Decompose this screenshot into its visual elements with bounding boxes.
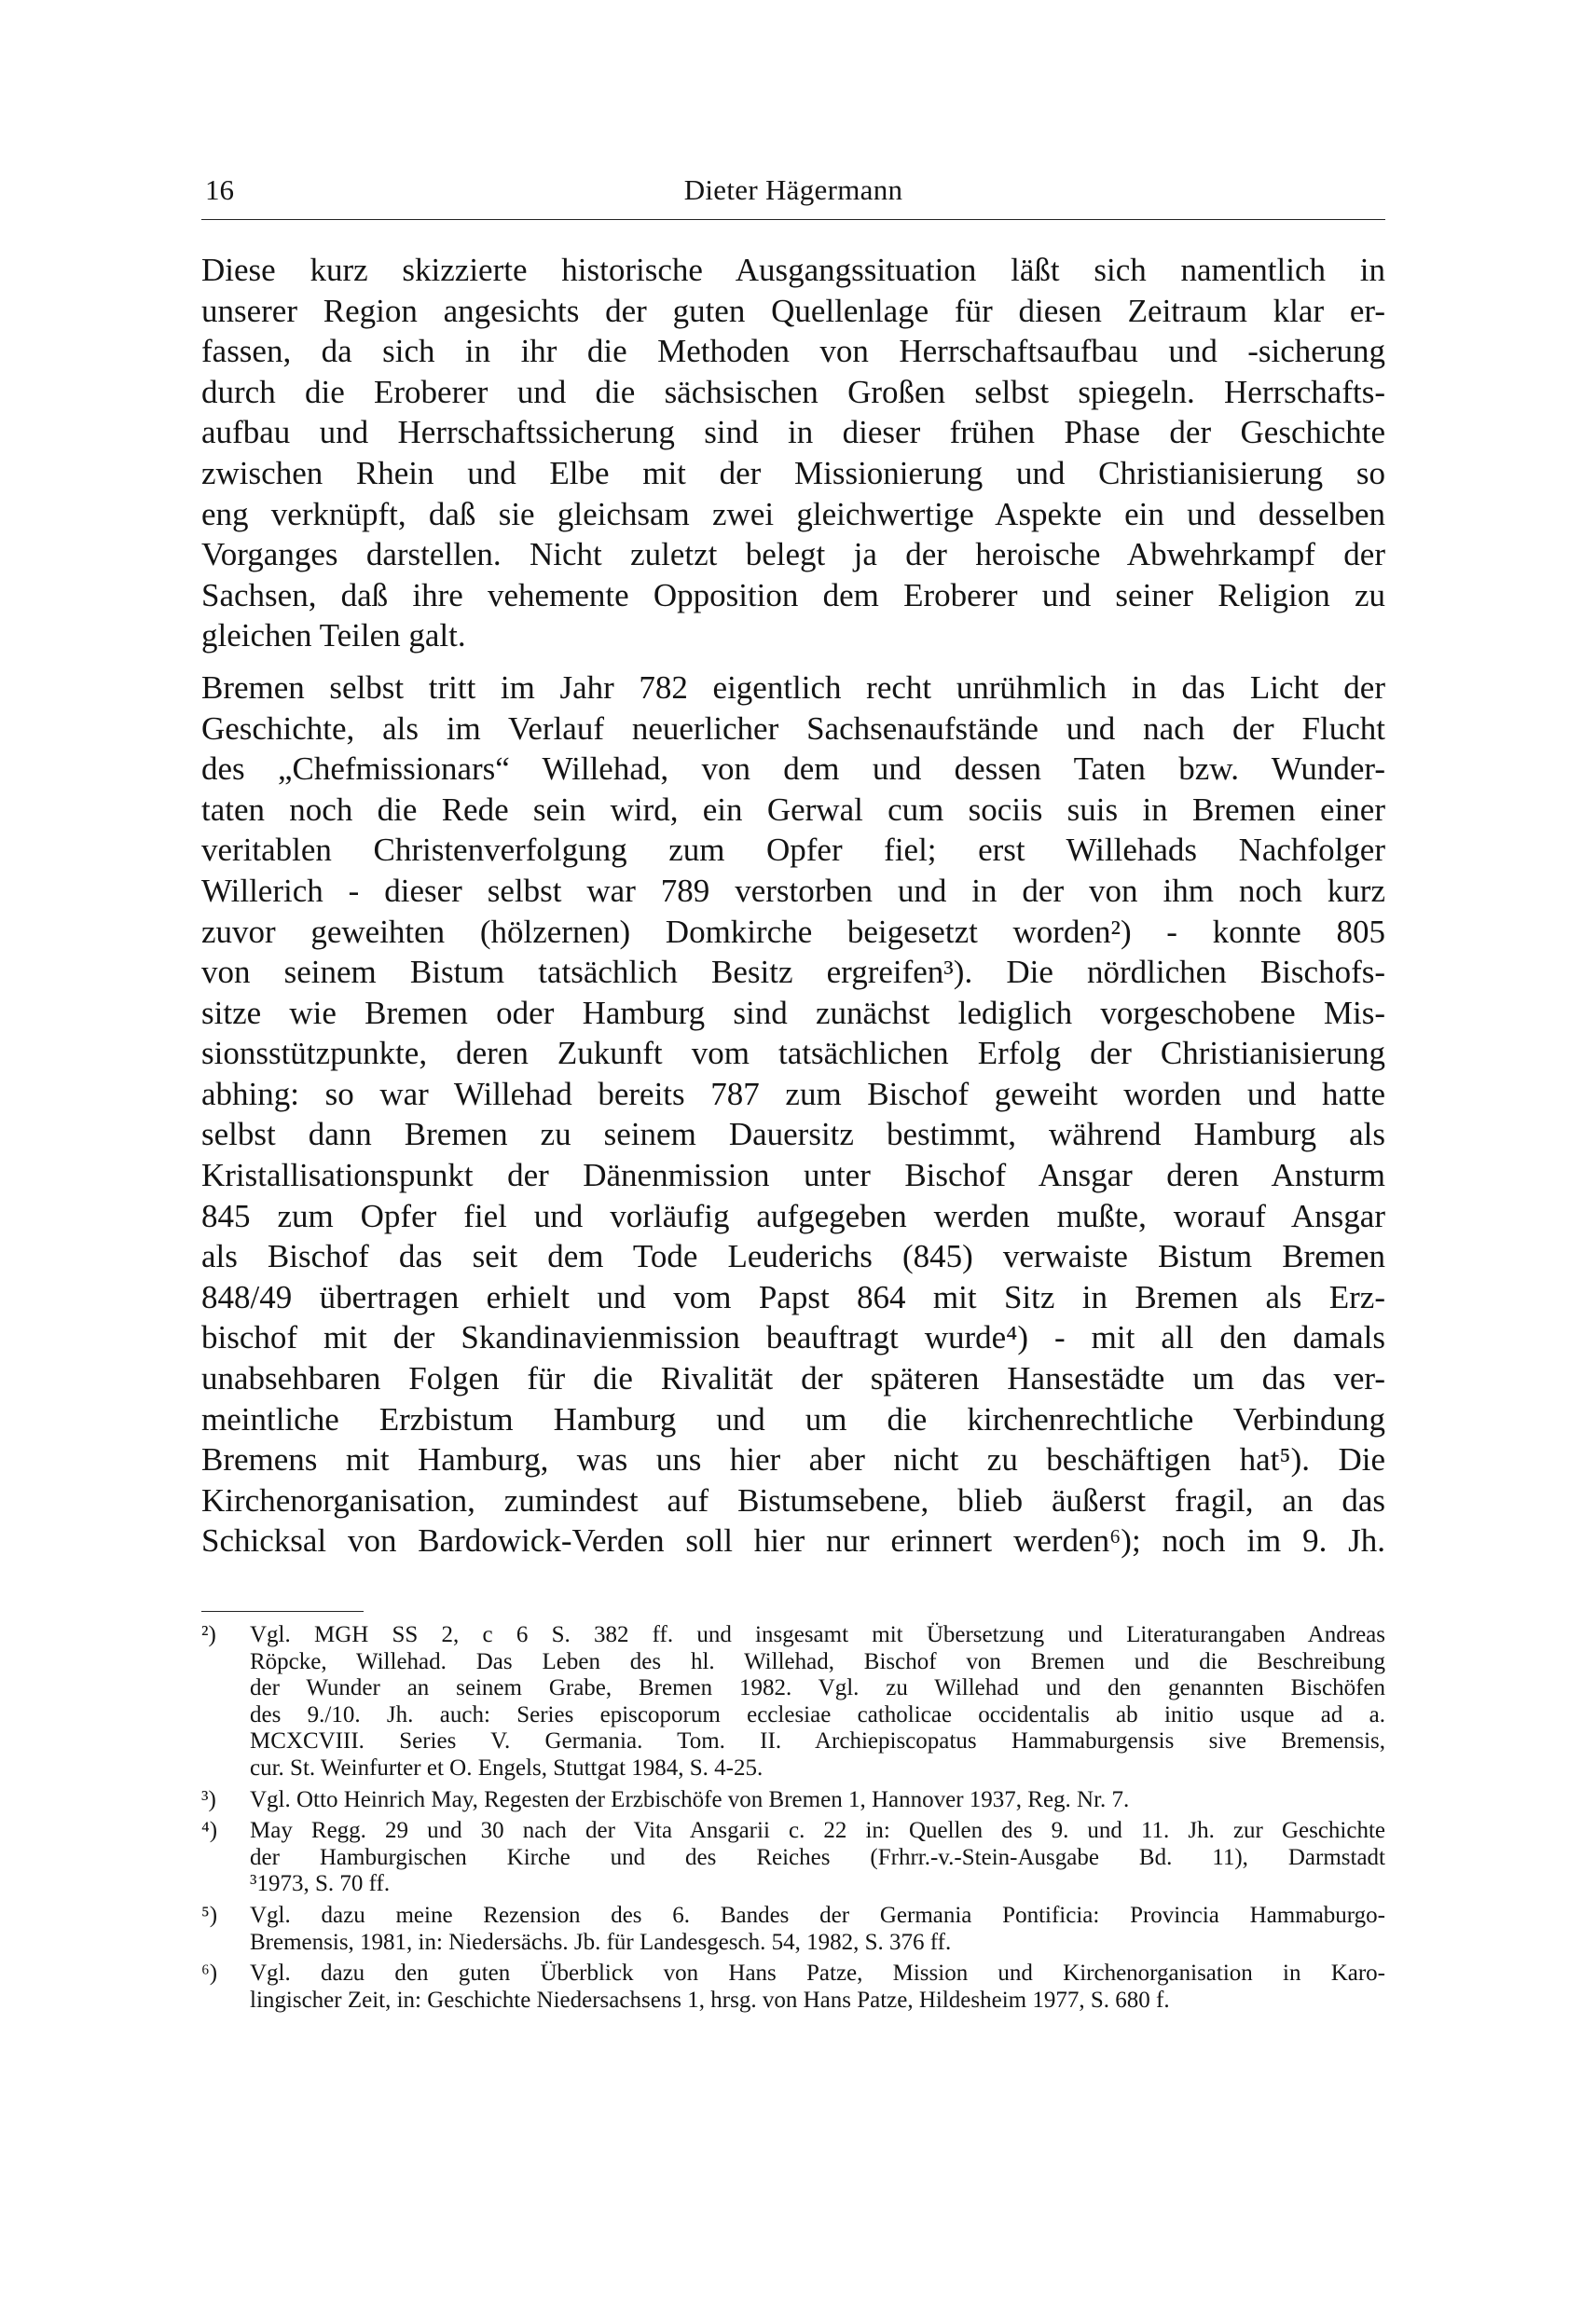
- document-page: [201, 0, 1385, 2312]
- text-line: veritablen Christenverfolgung zum Opfer fiel; erst Willehads Nachfolger: [201, 832, 1385, 869]
- text-line: sitze wie Bremen oder Hamburg sind zunächst lediglich vorgeschobene Mis-: [201, 994, 1385, 1031]
- text-line: Vorganges darstellen. Nicht zuletzt belegt ja der heroische Abwehrkampf der: [201, 536, 1385, 573]
- text-line: Schicksal von Bardowick-Verden soll hier nur erinnert werden⁶); noch im 9. Jh.: [201, 1522, 1385, 1560]
- footnote-5: [201, 1903, 1385, 1956]
- footnote-2: [201, 1622, 1385, 1782]
- text-line: des „Chefmissionars“ Willehad, von dem und dessen Taten bzw. Wunder-: [201, 750, 1385, 788]
- footnote-line: der Hamburgischen Kirche und des Reiches (Frhrr.-v.-Stein-Ausgabe Bd. 11), Darmstadt: [250, 1844, 1385, 1870]
- text-line: unabsehbaren Folgen für die Rivalität der späteren Hansestädte um das ver-: [201, 1360, 1385, 1397]
- paragraph-2: [201, 667, 1385, 1562]
- text-line: aufbau und Herrschaftssicherung sind in dieser frühen Phase der Geschichte: [201, 414, 1385, 451]
- footnote-line: Vgl. dazu den guten Überblick von Hans Patze, Mission und Kirchenorganisation in Karo-: [250, 1961, 1385, 1987]
- text-line: 845 zum Opfer fiel und vorläufig aufgegeben werden mußte, worauf Ansgar: [201, 1197, 1385, 1234]
- page-number: 16: [205, 173, 234, 206]
- text-line: Kirchenorganisation, zumindest auf Bistumsebene, blieb äußerst fragil, an das: [201, 1481, 1385, 1519]
- text-line: meintliche Erzbistum Hamburg und um die kirchenrechtliche Verbindung: [201, 1400, 1385, 1438]
- footnote-4: [201, 1818, 1385, 1898]
- footnote-marker: ⁶): [201, 1961, 218, 1987]
- text-line: Geschichte, als im Verlauf neuerlicher Sachsenaufstände und nach der Flucht: [201, 709, 1385, 747]
- text-line: Bremens mit Hamburg, was uns hier aber nicht zu beschäftigen hat⁵). Die: [201, 1441, 1385, 1479]
- footnote-line: Bremensis, 1981, in: Niedersächs. Jb. für Landesgesch. 54, 1982, S. 376 ff.: [250, 1929, 952, 1955]
- text-line: selbst dann Bremen zu seinem Dauersitz bestimmt, während Hamburg als: [201, 1116, 1385, 1153]
- footnote-marker: ⁴): [201, 1818, 218, 1844]
- text-line: als Bischof das seit dem Tode Leuderichs (845) verwaiste Bistum Bremen: [201, 1238, 1385, 1275]
- text-line: zuvor geweihten (hölzernen) Domkirche beigesetzt worden²) - konnte 805: [201, 913, 1385, 950]
- text-line: sionsstützpunkte, deren Zukunft vom tatsächlichen Erfolg der Christianisierung: [201, 1035, 1385, 1072]
- text-line: bischof mit der Skandinavienmission beauftragt wurde⁴) - mit all den damals: [201, 1319, 1385, 1356]
- footnote-line: der Wunder an seinem Grabe, Bremen 1982. Vgl. zu Willehad und den genannten Bischöfen: [250, 1675, 1385, 1701]
- footnote-line: Vgl. dazu meine Rezension des 6. Bandes der Germania Pontificia: Provincia Hammaburgo-: [250, 1902, 1385, 1928]
- text-line: 848/49 übertragen erhielt und vom Papst 864 mit Sitz in Bremen als Erz-: [201, 1278, 1385, 1315]
- paragraph-1: [201, 250, 1385, 656]
- text-line: von seinem Bistum tatsächlich Besitz ergreifen³). Die nördlichen Bischofs-: [201, 954, 1385, 991]
- text-line: gleichen Teilen galt.: [201, 617, 466, 654]
- footnote-marker: ²): [201, 1622, 216, 1647]
- text-line: durch die Eroberer und die sächsischen Großen selbst spiegeln. Herrschafts-: [201, 373, 1385, 410]
- text-line: unserer Region angesichts der guten Quellenlage für diesen Zeitraum klar er-: [201, 292, 1385, 329]
- footnote-line: Vgl. MGH SS 2, c 6 S. 382 ff. und insgesamt mit Übersetzung und Literaturangaben Andreas: [250, 1622, 1385, 1647]
- footnote-line: Vgl. Otto Heinrich May, Regesten der Erzbischöfe von Bremen 1, Hannover 1937, Reg. Nr. 7.: [250, 1786, 1130, 1812]
- text-line: eng verknüpft, daß sie gleichsam zwei gleichwertige Aspekte ein und desselben: [201, 495, 1385, 532]
- text-line: Bremen selbst tritt im Jahr 782 eigentlich recht unrühmlich in das Licht der: [201, 668, 1385, 706]
- header-rule: [201, 219, 1385, 220]
- text-line: Kristallisationspunkt der Dänenmission unter Bischof Ansgar deren Ansturm: [201, 1157, 1385, 1194]
- running-title: Dieter Hägermann: [683, 173, 903, 206]
- main-text: [201, 250, 1385, 1562]
- footnote-line: lingischer Zeit, in: Geschichte Niedersachsens 1, hrsg. von Hans Patze, Hildesheim 1977, S. 680 f.: [250, 1987, 1170, 2013]
- text-line: Sachsen, daß ihre vehemente Opposition dem Eroberer und seiner Religion zu: [201, 576, 1385, 613]
- footnote-marker: ³): [201, 1786, 216, 1812]
- text-line: abhing: so war Willehad bereits 787 zum Bischof geweiht worden und hatte: [201, 1075, 1385, 1112]
- footnotes: [201, 1622, 1385, 2018]
- text-line: zwischen Rhein und Elbe mit der Missionierung und Christianisierung so: [201, 454, 1385, 491]
- text-line: taten noch die Rede sein wird, ein Gerwal cum sociis suis in Bremen einer: [201, 791, 1385, 828]
- footnote-line: MCXCVIII. Series V. Germania. Tom. II. Archiepiscopatus Hammaburgensis sive Bremensis,: [250, 1728, 1385, 1755]
- running-head: [201, 172, 1385, 209]
- footnote-line: des 9./10. Jh. auch: Series episcoporum ecclesiae catholicae occidentalis ab initio usque ad a.: [250, 1701, 1385, 1727]
- text-line: fassen, da sich in ihr die Methoden von Herrschaftsaufbau und -sicherung: [201, 333, 1385, 370]
- footnote-marker: ⁵): [201, 1902, 218, 1928]
- footnote-6: [201, 1961, 1385, 2014]
- footnote-3: [201, 1787, 1385, 1814]
- text-line: Willerich - dieser selbst war 789 verstorben und in der von ihm noch kurz: [201, 872, 1385, 909]
- footnote-line: May Regg. 29 und 30 nach der Vita Ansgarii c. 22 in: Quellen des 9. und 11. Jh. zur Geschichte: [250, 1818, 1385, 1844]
- footnote-line: ³1973, S. 70 ff.: [250, 1871, 391, 1897]
- footnote-line: Röpcke, Willehad. Das Leben des hl. Willehad, Bischof von Bremen und die Beschreibung: [250, 1648, 1385, 1674]
- footnote-line: cur. St. Weinfurter et O. Engels, Stuttgat 1984, S. 4-25.: [250, 1755, 764, 1781]
- text-line: Diese kurz skizzierte historische Ausgangssituation läßt sich namentlich in: [201, 252, 1385, 288]
- footnote-rule: [201, 1611, 364, 1612]
